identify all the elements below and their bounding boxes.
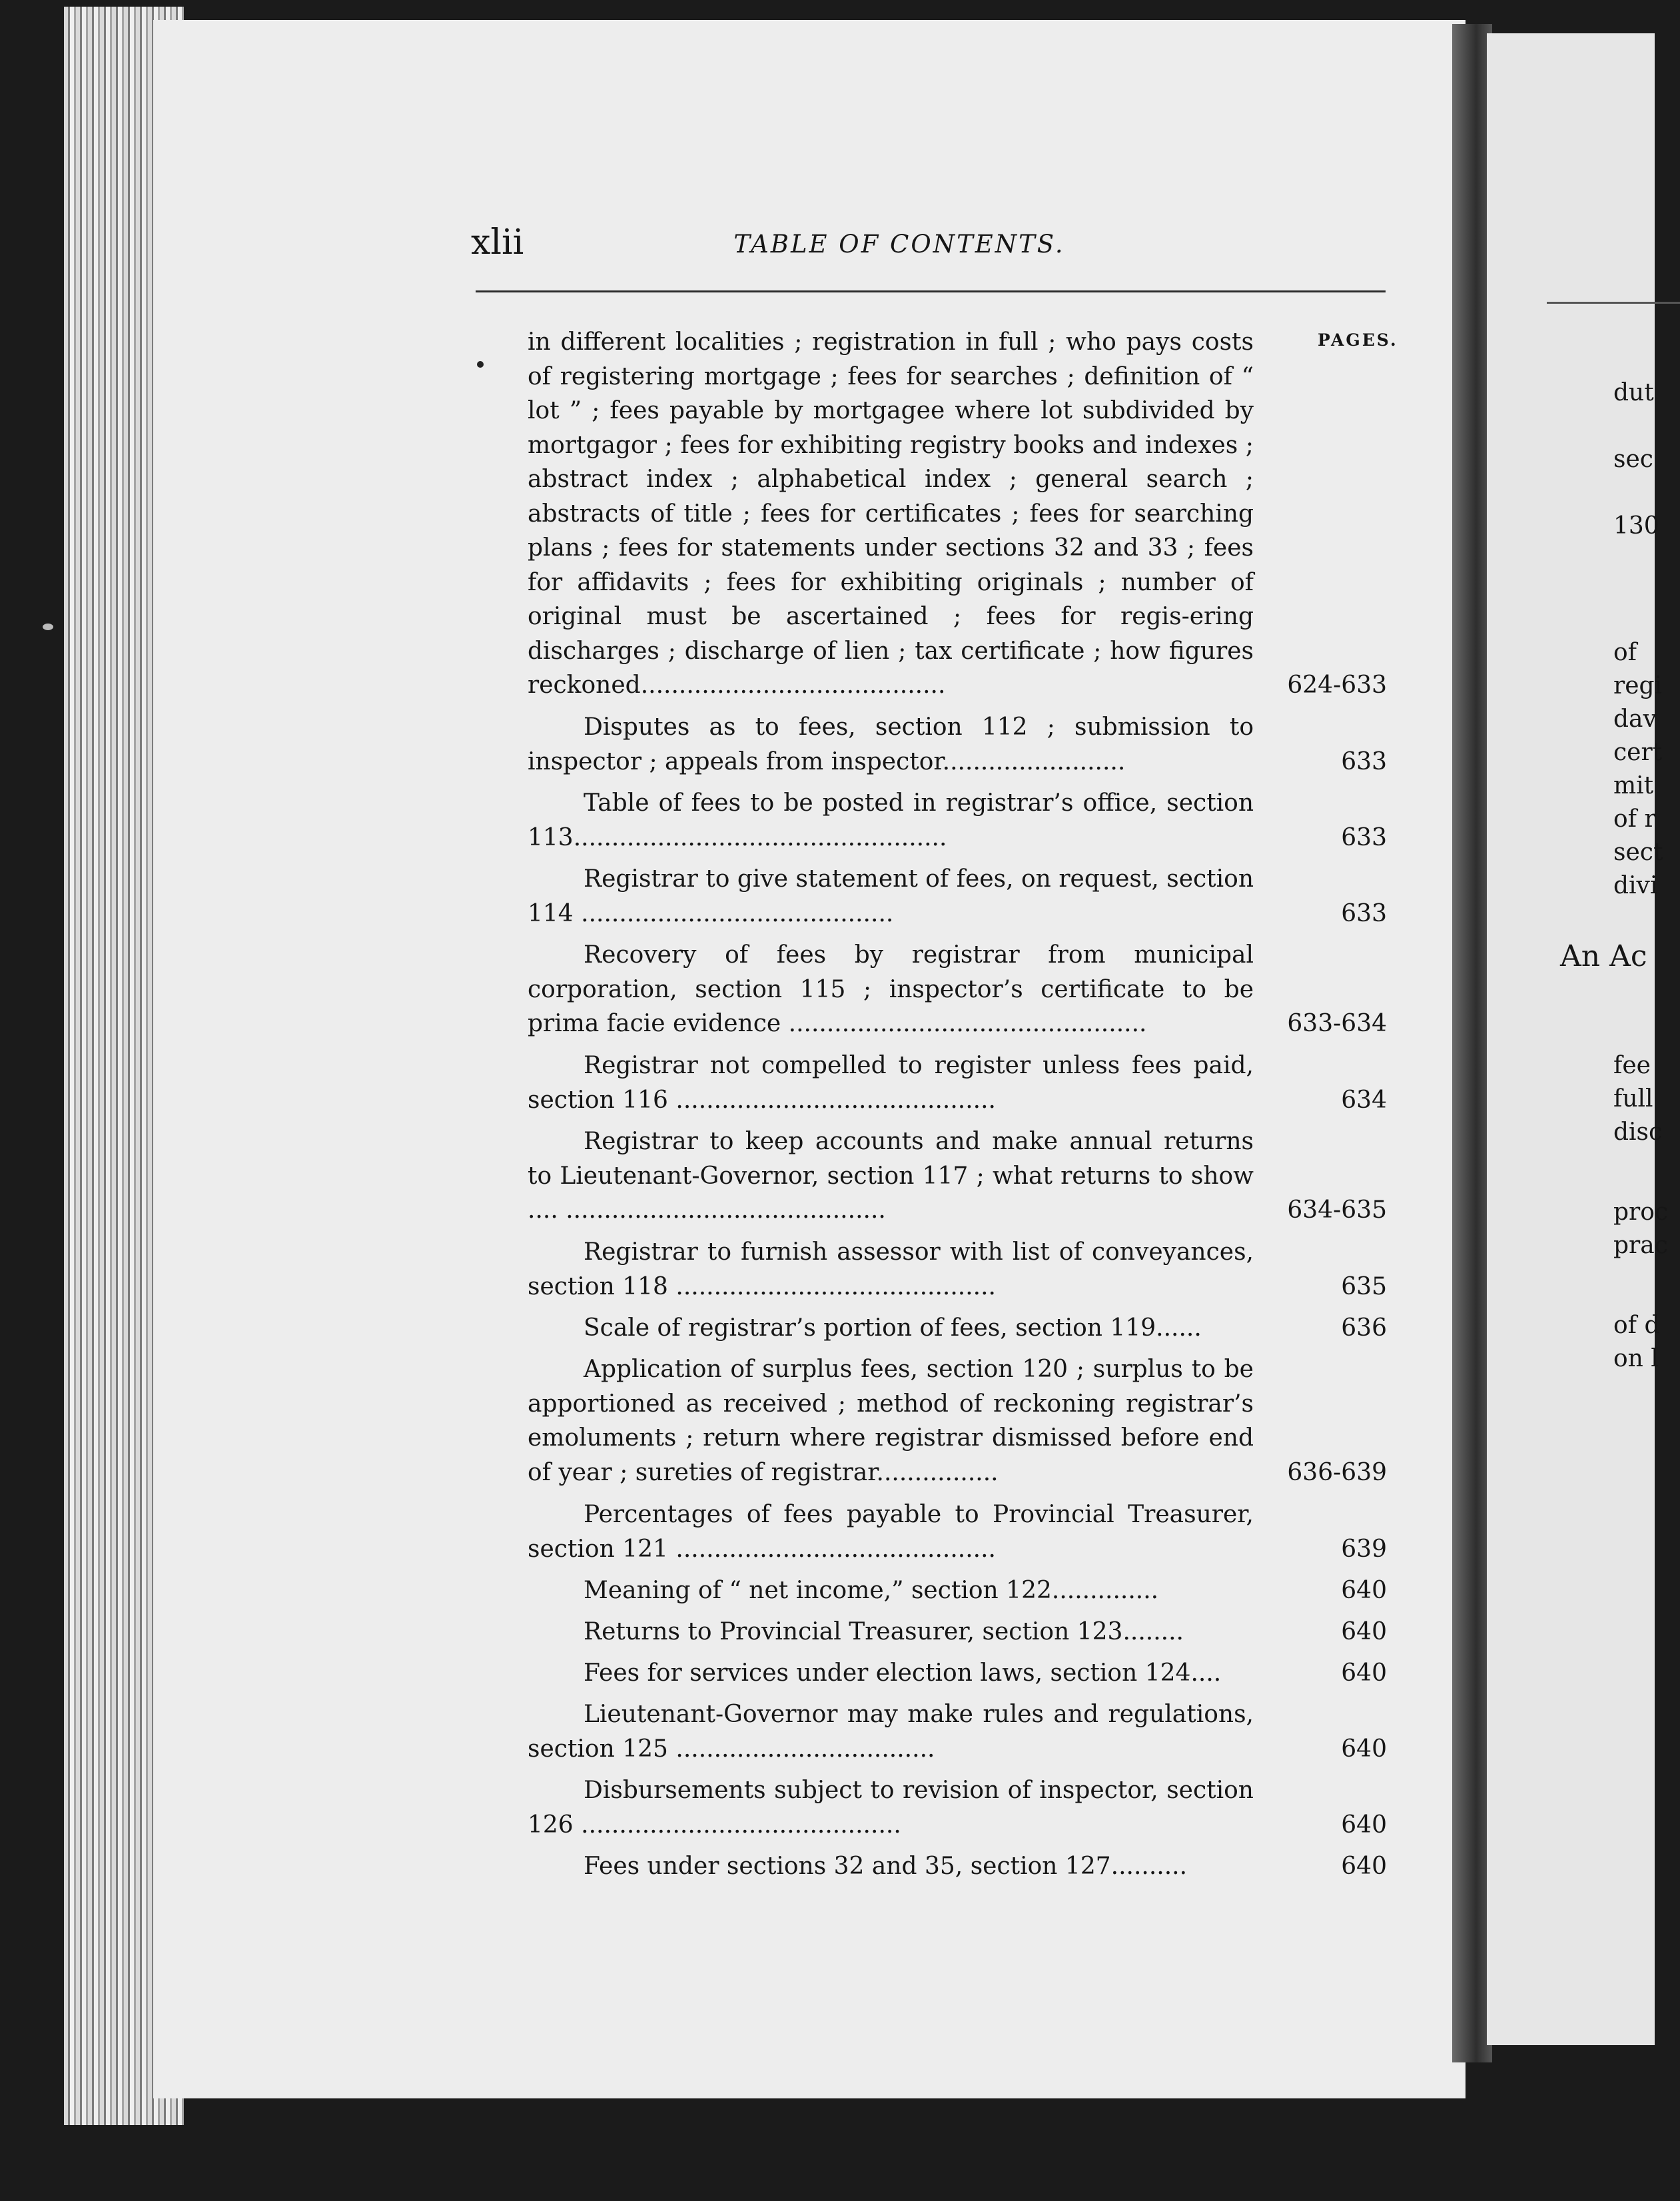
toc-entry-text: Meaning of “ net income,” section 122.............. [584,1577,1159,1604]
adjacent-page [1487,33,1669,2045]
toc-entry-text: Table of fees to be posted in registrar’s office, section 113................................................. [528,789,1254,851]
adjacent-fragment: prac [1613,1232,1668,1259]
toc-entry-text: Registrar to furnish assessor with list of conveyances, section 118 .......................................... [528,1238,1254,1300]
adjacent-fragment: 130 [1613,512,1659,540]
adjacent-fragment: dav [1613,705,1657,733]
pages-column-heading: PAGES. [1318,330,1398,350]
toc-entry [528,786,1387,855]
toc-entry [528,1498,1387,1566]
adjacent-fragment: regi [1613,672,1663,699]
toc-entry [528,938,1387,1041]
toc-entry [528,1124,1387,1228]
toc-entry-text: Application of surplus fees, section 120 ; surplus to be apportioned as received ; method of reckoning registrar’s emoluments ; return where registrar dismissed before end of year ; sureties of registrar................ [528,1356,1254,1486]
toc-entry-pages: 634-635 [1287,1196,1387,1224]
toc-entry-pages: 624-633 [1287,671,1387,699]
running-head: TABLE OF CONTENTS. [733,230,1065,258]
toc-entry [528,1697,1387,1766]
adjacent-fragment: mit [1613,772,1654,799]
toc-entry-pages: 636 [1341,1314,1387,1342]
toc-entry [528,1352,1387,1490]
toc-entry [528,1773,1387,1842]
adjacent-page-rule [1547,302,1680,304]
toc-entry-text: Lieutenant-Governor may make rules and regulations, section 125 .................................. [528,1701,1254,1763]
toc-entry-text: Fees for services under election laws, section 124.... [584,1659,1222,1687]
toc-entry-text: in different localities ; registration in full ; who pays costs of registering mortgage ; fees for searches ; definition of “ lot ” ; fees payable by mortgagee where lot subdivided by mortgagor ; fees for exhibiting registry books and indexes ; abstract index ; alphabetical index ; general search ; abstracts of title ; fees for certificates ; fees for searching plans ; fees for statements under sections 32 and 33 ; fees for affidavits ; fees for exhibiting originals ; number of original must be ascertained ; fees for regis-ering discharges ; discharge of lien ; tax certificate ; how figures reckoned........................................ [528,328,1254,699]
toc-entry-pages: 633 [1341,899,1387,927]
toc-entry-text: Recovery of fees by registrar from municipal corporation, section 115 ; inspector’s certificate to be prima facie evidence ............................................... [528,941,1254,1037]
adjacent-fragment: dut [1613,379,1654,406]
toc-entry-pages: 633-634 [1287,1010,1387,1037]
toc-entry-pages: 640 [1341,1577,1387,1604]
toc-entry-text: Disbursements subject to revision of inspector, section 126 .......................................... [528,1777,1254,1839]
toc-entry-pages: 635 [1341,1272,1387,1300]
toc-entry-text: Scale of registrar’s portion of fees, section 119...... [584,1314,1202,1342]
toc-entry [528,862,1387,931]
toc-entry-text: Registrar not compelled to register unless fees paid, section 116 .......................................... [528,1052,1254,1114]
adjacent-fragment: disc [1613,1118,1663,1146]
toc-entry [528,1573,1387,1608]
adjacent-fragment: divi [1613,872,1658,899]
toc-entry [528,325,1387,703]
adjacent-fragment: sec [1613,446,1653,473]
toc-entry [528,1049,1387,1117]
toc-entry-pages: 640 [1341,1735,1387,1763]
toc-entry [528,710,1387,779]
toc-entry-pages: 640 [1341,1853,1387,1880]
toc-entry-text: Returns to Provincial Treasurer, section 123........ [584,1618,1184,1645]
toc-entry-text: Percentages of fees payable to Provincial Treasurer, section 121 .......................................... [528,1501,1254,1563]
toc-entry [528,1235,1387,1304]
toc-entry-pages: 633 [1341,823,1387,851]
adjacent-fragment: proc [1613,1198,1669,1226]
adjacent-fragment: of d [1613,1312,1660,1339]
toc-entry-pages: 636-639 [1287,1458,1387,1486]
adjacent-fragment: fee [1613,1052,1651,1079]
adjacent-fragment: full [1613,1085,1653,1112]
toc-entry-text: Disputes as to fees, section 112 ; submission to inspector ; appeals from inspector........................ [528,713,1254,775]
toc-entry-pages: 634 [1341,1086,1387,1114]
toc-entry-pages: 640 [1341,1618,1387,1645]
toc-entry-text: Registrar to give statement of fees, on request, section 114 ......................................... [528,865,1254,927]
toc-entry [528,1311,1387,1346]
page-number: xlii [471,222,524,262]
adjacent-fragment: cert [1613,739,1663,766]
toc-entry [528,1849,1387,1884]
toc-entry-text: Registrar to keep accounts and make annual returns to Lieutenant-Governor, section 117 ; what returns to show .... .......................................... [528,1128,1254,1224]
stray-dot [477,361,484,368]
toc-entry [528,1615,1387,1649]
toc-entry [528,1656,1387,1691]
toc-entry-pages: 640 [1341,1659,1387,1687]
header-rule [476,290,1386,292]
toc-entry-pages: 633 [1341,747,1387,775]
adjacent-fragment: of r [1613,805,1656,833]
toc-entry-text: Fees under sections 32 and 35, section 127.......... [584,1853,1188,1880]
adjacent-fragment: of [1613,639,1637,666]
adjacent-fragment: on l [1613,1345,1659,1372]
toc-entry-pages: 639 [1341,1535,1387,1563]
adjacent-heading-fragment: An Ac [1560,939,1647,973]
scan-artifact [43,624,53,630]
book-gutter [1452,24,1492,2062]
adjacent-fragment: sect [1613,839,1663,866]
toc-entry-pages: 640 [1341,1811,1387,1839]
